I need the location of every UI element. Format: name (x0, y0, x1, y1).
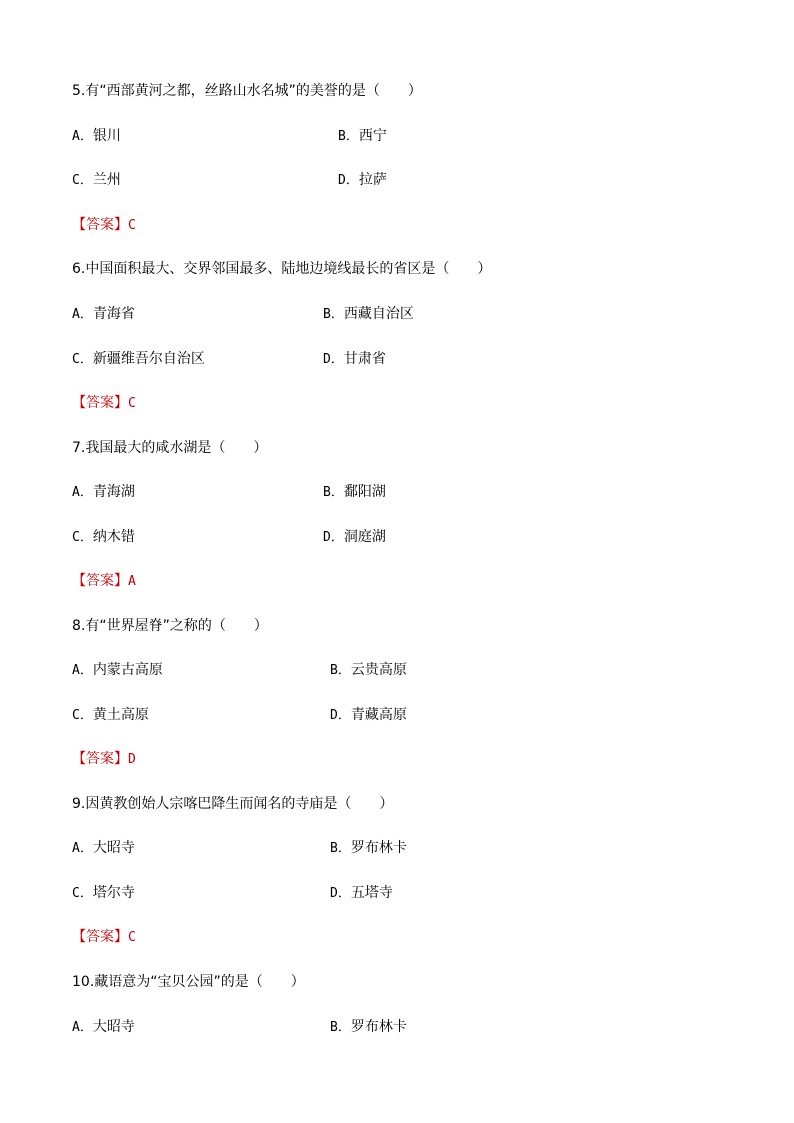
option-d (338, 171, 387, 190)
option-text: 内蒙古高原 (92, 662, 163, 678)
option-letter: A． (72, 841, 93, 856)
option-a (72, 1018, 135, 1037)
answer-line (72, 216, 136, 235)
option-b (330, 661, 407, 680)
option-text: 大昭寺 (92, 1019, 135, 1035)
question-8-text: 8.有“世界屋脊”之称的（ ） (72, 618, 268, 634)
option-text: 西宁 (358, 128, 387, 144)
answer-label: 【答案】 (72, 929, 128, 945)
option-letter: B． (323, 485, 344, 500)
option-text: 罗布林卡 (350, 840, 407, 856)
option-d (330, 884, 393, 903)
option-letter: D． (330, 886, 351, 901)
option-letter: C． (72, 173, 93, 188)
answer-value: D (128, 752, 136, 767)
option-letter: A． (72, 663, 93, 678)
option-text: 西藏自治区 (343, 306, 414, 322)
option-letter: A． (72, 485, 93, 500)
answer-label: 【答案】 (72, 395, 128, 411)
answer-line (72, 572, 136, 591)
question-5-text: 5.有“西部黄河之都，丝路山水名城”的美誉的是（ ） (72, 83, 422, 99)
option-letter: C． (72, 530, 93, 545)
option-text: 纳木错 (92, 529, 135, 545)
option-text: 大昭寺 (92, 840, 135, 856)
option-text: 洞庭湖 (343, 529, 386, 545)
answer-label: 【答案】 (72, 573, 128, 589)
question-stem (72, 795, 393, 813)
answer-line (72, 750, 136, 769)
answer-value: C (128, 930, 136, 945)
option-b (330, 1018, 407, 1037)
option-letter: D． (338, 173, 359, 188)
option-c (72, 884, 135, 903)
option-letter: B． (330, 1020, 351, 1035)
option-text: 拉萨 (358, 172, 387, 188)
question-stem (72, 260, 491, 278)
question-7-text: 7.我国最大的咸水湖是（ ） (72, 440, 268, 456)
option-d (330, 706, 407, 725)
option-letter: B． (338, 129, 359, 144)
option-text: 兰州 (92, 172, 121, 188)
option-letter: A． (72, 1020, 93, 1035)
question-stem (72, 82, 422, 100)
option-d (323, 350, 386, 369)
option-text: 鄱阳湖 (343, 484, 386, 500)
option-c (72, 706, 149, 725)
question-10-text: 10.藏语意为“宝贝公园”的是（ ） (72, 974, 305, 990)
option-a (72, 127, 121, 146)
option-d (323, 528, 386, 547)
option-c (72, 528, 135, 547)
question-stem (72, 439, 267, 457)
option-b (323, 305, 414, 324)
option-letter: C． (72, 708, 93, 723)
option-a (72, 661, 163, 680)
option-text: 银川 (92, 128, 121, 144)
option-c (72, 171, 121, 190)
option-text: 甘肃省 (343, 351, 386, 367)
answer-value: A (128, 574, 136, 589)
answer-line (72, 394, 136, 413)
option-text: 塔尔寺 (92, 885, 135, 901)
option-text: 五塔寺 (350, 885, 393, 901)
answer-value: C (128, 218, 136, 233)
option-letter: A． (72, 307, 93, 322)
question-stem (72, 617, 268, 635)
option-text: 罗布林卡 (350, 1019, 407, 1035)
option-b (330, 839, 407, 858)
option-text: 黄土高原 (92, 707, 149, 723)
option-letter: B． (330, 841, 351, 856)
option-letter: A． (72, 129, 93, 144)
option-a (72, 305, 135, 324)
option-letter: B． (330, 663, 351, 678)
option-text: 青海省 (92, 306, 135, 322)
answer-label: 【答案】 (72, 751, 128, 767)
option-c (72, 350, 205, 369)
option-letter: D． (330, 708, 351, 723)
option-text: 新疆维吾尔自治区 (92, 351, 205, 367)
option-letter: C． (72, 352, 93, 367)
option-b (338, 127, 387, 146)
option-text: 云贵高原 (350, 662, 407, 678)
question-9-text: 9.因黄教创始人宗喀巴降生而闻名的寺庙是（ ） (72, 796, 394, 812)
option-text: 青藏高原 (350, 707, 407, 723)
option-a (72, 483, 135, 502)
option-letter: D． (323, 530, 344, 545)
option-b (323, 483, 386, 502)
question-6-text: 6.中国面积最大、交界邻国最多、陆地边境线最长的省区是（ ） (72, 261, 492, 277)
answer-label: 【答案】 (72, 217, 128, 233)
option-a (72, 839, 135, 858)
option-letter: D． (323, 352, 344, 367)
answer-value: C (128, 396, 136, 411)
question-stem (72, 973, 305, 991)
option-letter: C． (72, 886, 93, 901)
option-text: 青海湖 (92, 484, 135, 500)
option-letter: B． (323, 307, 344, 322)
answer-line (72, 928, 136, 947)
